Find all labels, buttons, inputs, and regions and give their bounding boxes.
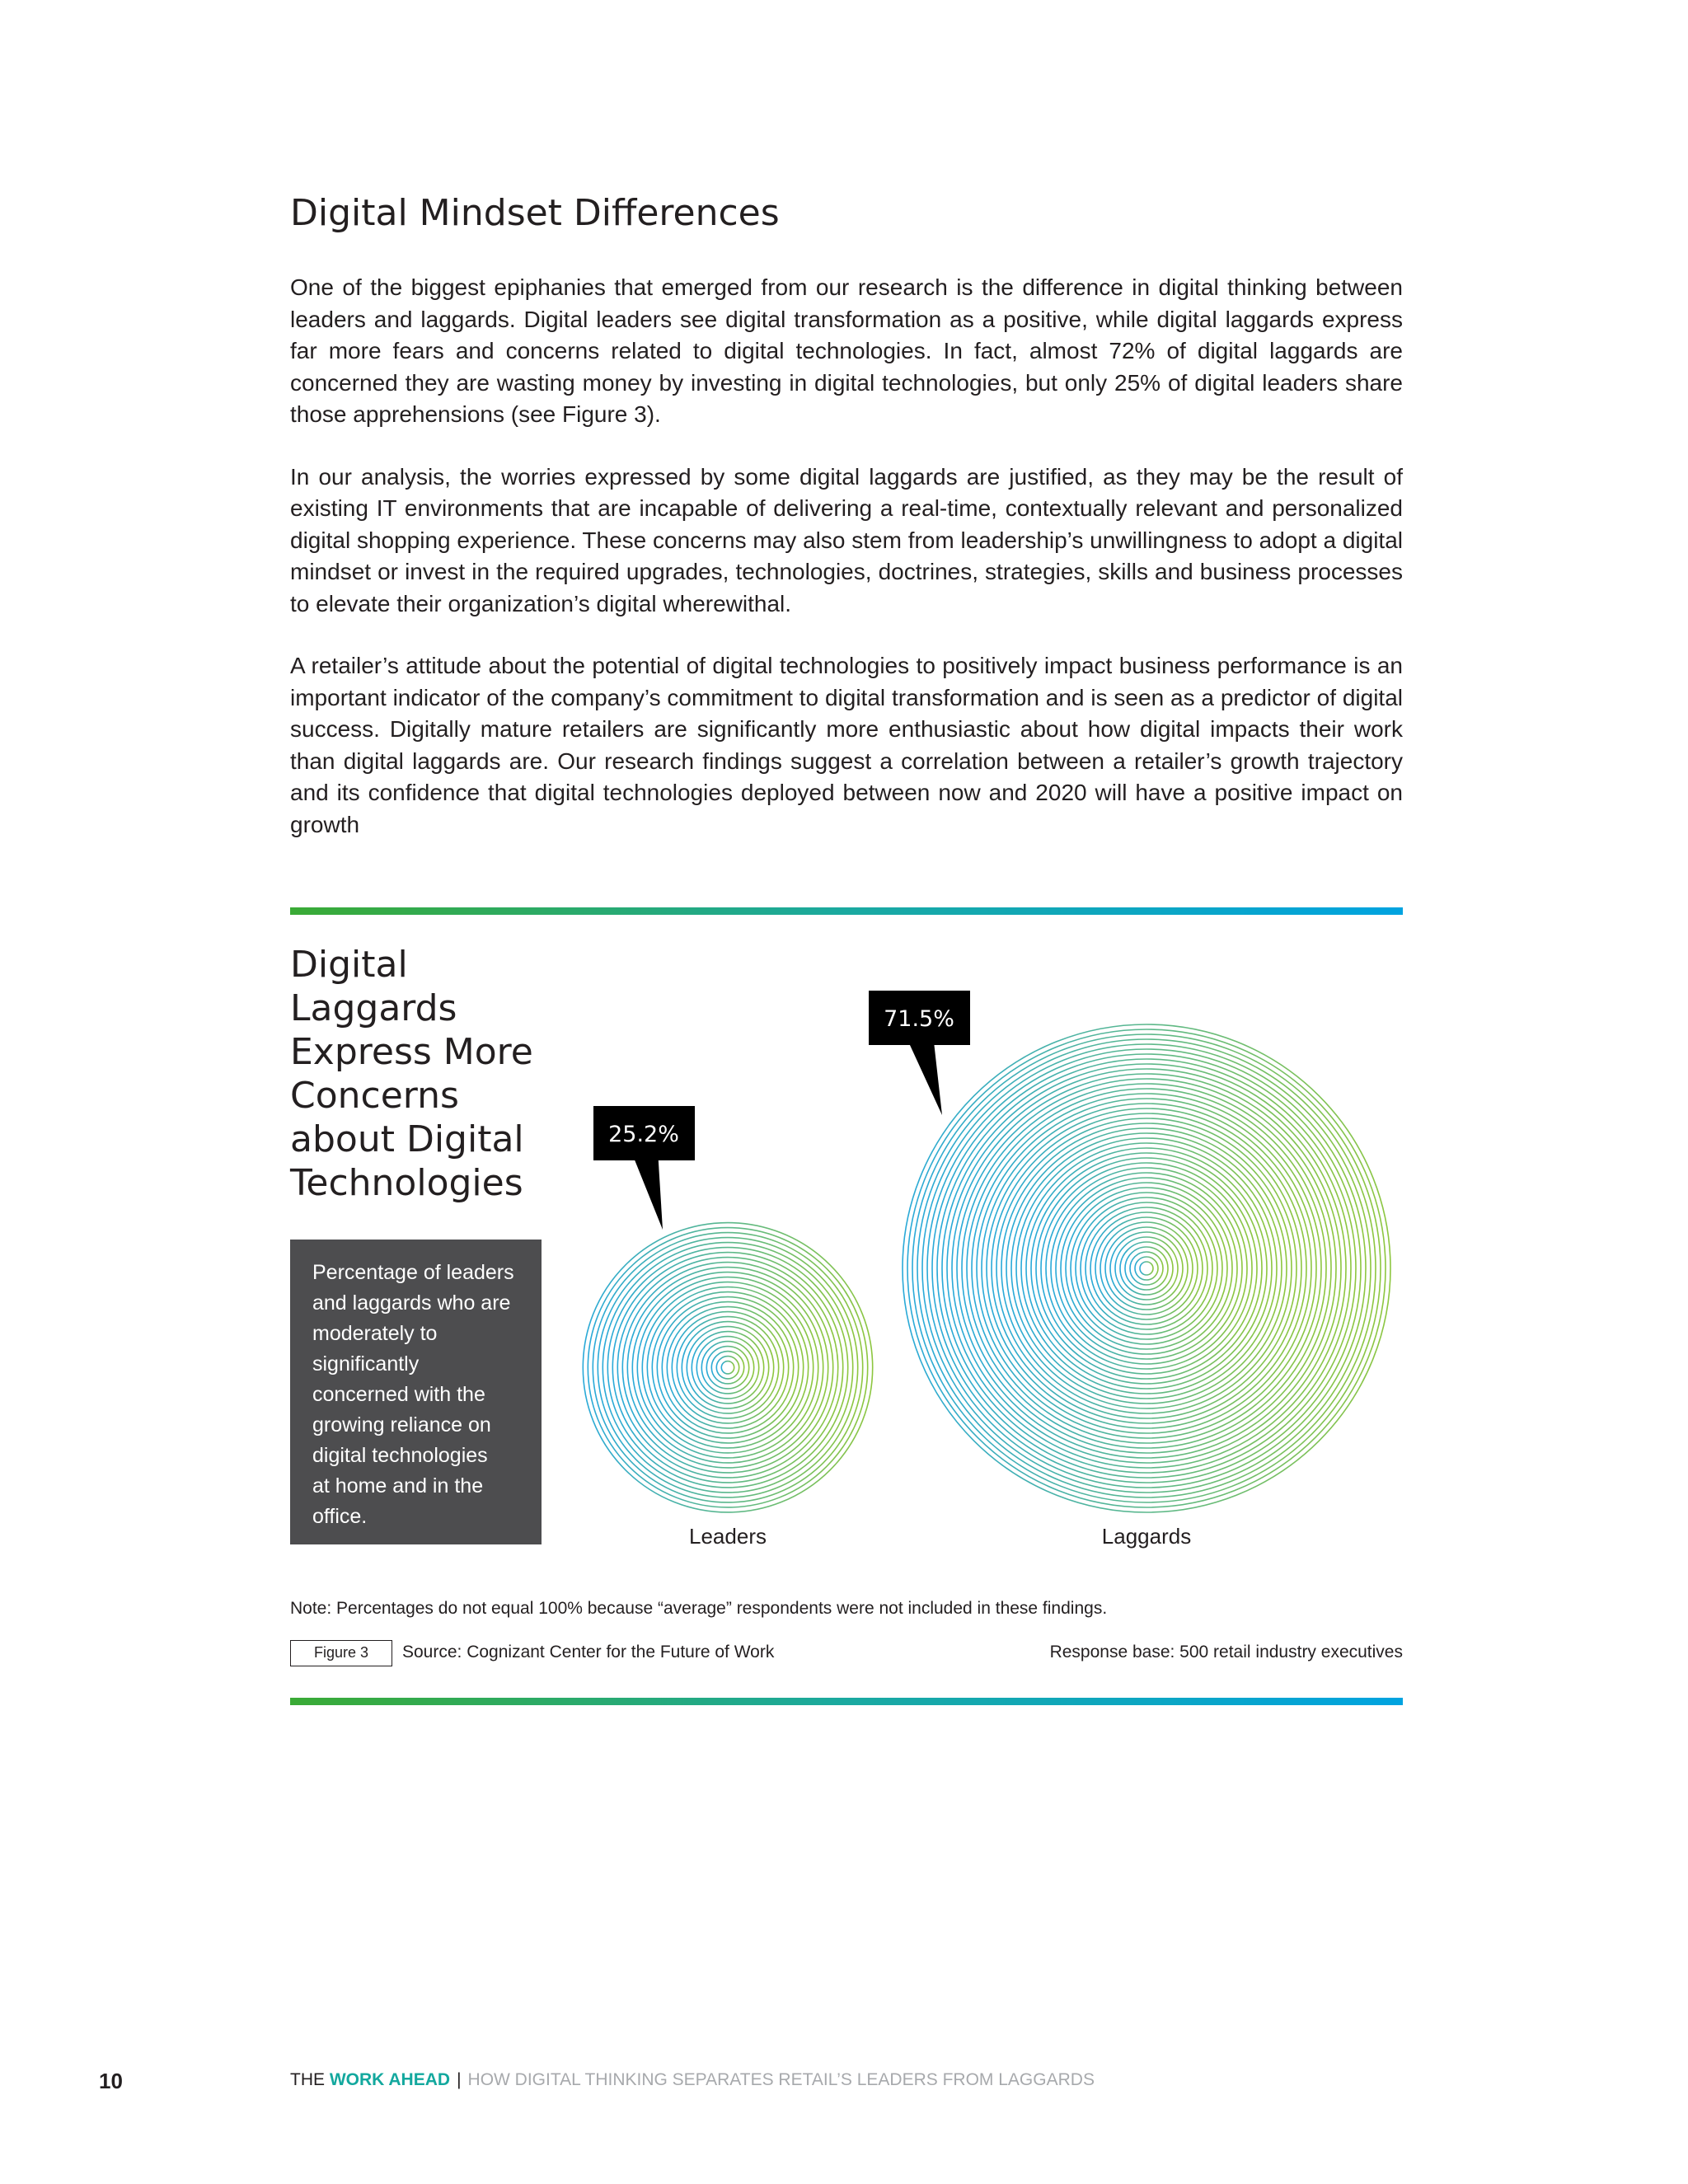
bubble-ring xyxy=(972,1094,1321,1443)
paragraph-2: In our analysis, the worries expressed by some digital laggards are justified, as they may be the result of existing IT environments that are incapable of delivering a real-time, contextually relevant and personalized digital shopping experience. These concerns may also stem from leadership’s unwillingness to adopt a digital mindset or invest in the required upgrades, technologies, doctrines, strategies, skills and business processes to elevate their organization’s digital wherewithal. xyxy=(290,463,1403,616)
bubble-ring xyxy=(1036,1158,1257,1379)
bubble-ring xyxy=(1090,1212,1203,1324)
caption-line: Percentage of leaders xyxy=(312,1261,514,1284)
caption-line: moderately to xyxy=(312,1322,438,1345)
bubble-ring xyxy=(1026,1148,1267,1389)
bubble-ring xyxy=(617,1258,837,1478)
footer-subtitle: HOW DIGITAL THINKING SEPARATES RETAIL’S LEADERS FROM LAGGARDS xyxy=(467,2070,1095,2089)
bubble-ring xyxy=(692,1332,763,1404)
figure-heading-line: Technologies xyxy=(290,1162,523,1204)
caption-line: concerned with the xyxy=(312,1383,485,1406)
bubble-ring xyxy=(1051,1173,1242,1364)
bubble-ring xyxy=(962,1084,1331,1453)
bubble-ring xyxy=(1140,1262,1153,1275)
bubble-ring xyxy=(1110,1232,1183,1305)
callout-leaders-value: 25.2% xyxy=(608,1122,679,1147)
bubble-ring xyxy=(1120,1242,1173,1295)
bubble-ring xyxy=(1041,1163,1252,1374)
bubble-ring xyxy=(1006,1128,1287,1408)
callout-leaders xyxy=(593,1106,695,1230)
bubble-ring xyxy=(1105,1227,1188,1310)
bubble-ring xyxy=(987,1108,1306,1428)
bubble-ring xyxy=(1100,1222,1193,1315)
bubble-ring xyxy=(1125,1247,1168,1290)
bubble-ring xyxy=(1011,1133,1282,1404)
caption-line: significantly xyxy=(312,1352,420,1376)
bubble-ring xyxy=(1076,1197,1217,1339)
footer-brand-highlight: WORK AHEAD xyxy=(329,2070,451,2089)
running-footer xyxy=(290,2070,1095,2090)
bubble-ring xyxy=(927,1049,1366,1488)
figure-label: Figure 3 xyxy=(290,1640,392,1666)
bubble-ring xyxy=(622,1263,832,1473)
bubble-ring xyxy=(652,1292,803,1443)
bubble-ring xyxy=(593,1233,862,1502)
bubble-ring xyxy=(637,1277,818,1458)
bubble-ring xyxy=(721,1361,734,1374)
figure-note: Note: Percentages do not equal 100% because “average” respondents were not included in these findings. xyxy=(290,1599,1108,1618)
bubble-ring xyxy=(667,1307,788,1428)
figure-heading-line: Concerns xyxy=(290,1075,459,1117)
figure-source: Source: Cognizant Center for the Future of Work xyxy=(402,1643,775,1661)
footer-brand-prefix: THE xyxy=(290,2070,325,2089)
callout-leaders-pointer xyxy=(631,1150,663,1230)
callout-laggards xyxy=(869,991,970,1115)
bubble-ring xyxy=(1056,1178,1237,1359)
callout-laggards-pointer xyxy=(905,1034,942,1115)
bubble-ring xyxy=(701,1342,753,1394)
bubble-ring xyxy=(937,1059,1356,1478)
figure-heading-line: Express More xyxy=(290,1031,533,1073)
page-title: Digital Mindset Differences xyxy=(290,192,780,234)
category-label-leaders: Leaders xyxy=(689,1524,767,1549)
caption-line: and laggards who are xyxy=(312,1291,511,1315)
bubble-leaders xyxy=(583,1223,872,1512)
bubble-ring xyxy=(907,1029,1386,1507)
bubble-ring xyxy=(583,1223,872,1512)
caption-line: office. xyxy=(312,1505,368,1528)
bubble-ring xyxy=(1061,1183,1232,1354)
bubble-laggards xyxy=(903,1024,1390,1512)
callout-laggards-value: 71.5% xyxy=(884,1006,954,1032)
paragraph-3: A retailer’s attitude about the potential of digital technologies to positively impact business performance is an important indicator of the company’s commitment to digital transformation and is seen as a predictor of digital success. Digitally mature retailers are significantly more enthusiastic about how digital impacts their work than digital laggards are. Our research findings suggest a correlation between a retailer’s growth trajectory and its confidence that digital technologies deployed between now and 2020 will have a positive impact on growth xyxy=(290,653,1403,837)
bubble-ring xyxy=(1071,1193,1222,1344)
bubble-ring xyxy=(687,1327,768,1408)
caption-line: at home and in the xyxy=(312,1474,484,1497)
category-label-laggards: Laggards xyxy=(1101,1524,1192,1549)
bubble-ring xyxy=(706,1347,748,1389)
bubble-ring xyxy=(632,1272,823,1463)
figure-response-base: Response base: 500 retail industry executives xyxy=(1049,1643,1403,1661)
figure-heading-line: Laggards xyxy=(290,987,457,1029)
bubble-ring xyxy=(1135,1257,1158,1280)
bubble-ring xyxy=(1001,1123,1292,1413)
figure-heading-line: about Digital xyxy=(290,1118,524,1160)
bubble-ring xyxy=(672,1312,783,1423)
bubble-ring xyxy=(682,1322,773,1413)
bubble-ring xyxy=(942,1064,1351,1473)
figure-heading-line: Digital xyxy=(290,944,408,986)
caption-line: digital technologies xyxy=(312,1444,488,1467)
bubble-ring xyxy=(957,1079,1336,1458)
bubble-ring xyxy=(1021,1143,1272,1394)
bubble-ring xyxy=(607,1248,847,1488)
bubble-ring xyxy=(603,1243,852,1493)
bubble-ring xyxy=(642,1282,813,1453)
bubble-ring xyxy=(716,1357,738,1379)
figure-bottom-rule xyxy=(290,1698,1403,1705)
bubble-ring xyxy=(922,1044,1371,1493)
page-number: 10 xyxy=(99,2069,123,2093)
caption-line: growing reliance on xyxy=(312,1413,491,1436)
bubble-ring xyxy=(912,1034,1381,1502)
bubble-ring xyxy=(977,1099,1316,1438)
bubble-ring xyxy=(1085,1207,1207,1329)
footer-separator: | xyxy=(457,2070,462,2089)
paragraph-1: One of the biggest epiphanies that emerged from our research is the difference in digital thinking between leaders and laggards. Digital leaders see digital transformation as a positive, while digital laggards express far more fears and concerns related to digital technologies. In fact, almost 72% of digital laggards are concerned they are wasting money by investing in digital technologies, but only 25% of digital leaders share those apprehensions (see Figure 3). xyxy=(290,274,1403,427)
bubble-ring xyxy=(903,1024,1390,1512)
bubble-ring xyxy=(657,1297,798,1438)
bubble-ring xyxy=(588,1228,867,1507)
bubble-ring xyxy=(952,1074,1341,1463)
bubble-ring xyxy=(992,1113,1301,1423)
